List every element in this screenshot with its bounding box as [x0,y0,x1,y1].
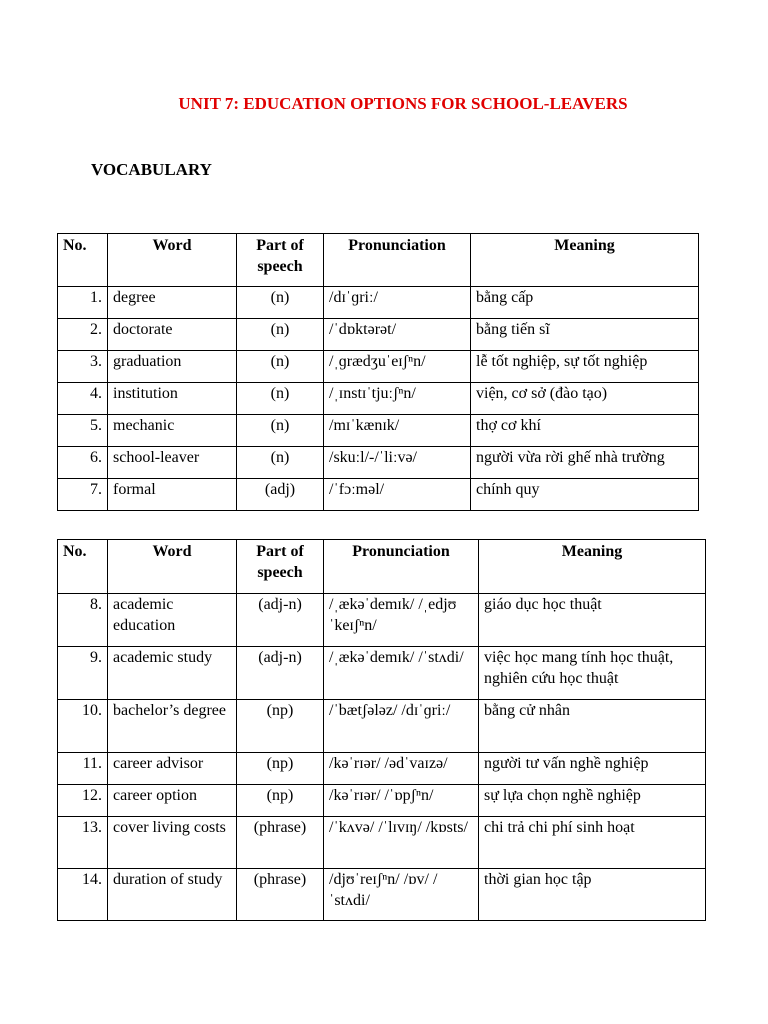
cell-meaning: thời gian học tập [479,869,706,921]
cell-pronunciation: /ˈkʌvə/ /ˈlɪvɪŋ/ /kɒsts/ [324,817,479,869]
cell-word: career advisor [108,753,237,785]
cell-word: academic study [108,647,237,700]
table-row [58,447,699,479]
cell-part-of-speech: (n) [237,351,324,383]
cell-word: career option [108,785,237,817]
cell-word: institution [108,383,237,415]
cell-no: 4. [58,383,108,415]
table-row [58,785,706,817]
cell-no: 12. [58,785,108,817]
cell-part-of-speech: (phrase) [237,869,324,921]
cell-meaning: lễ tốt nghiệp, sự tốt nghiệp [471,351,699,383]
cell-no: 11. [58,753,108,785]
cell-pronunciation: /ˌɡrædʒuˈeɪʃⁿn/ [324,351,471,383]
cell-word: degree [108,287,237,319]
cell-pronunciation: /ˈdɒktərət/ [324,319,471,351]
cell-part-of-speech: (adj-n) [237,647,324,700]
cell-meaning: người vừa rời ghế nhà trường [471,447,699,479]
header-part-of-speech: Part of speech [237,234,324,287]
cell-part-of-speech: (phrase) [237,817,324,869]
cell-word: school-leaver [108,447,237,479]
cell-part-of-speech: (n) [237,287,324,319]
header-part-of-speech: Part of speech [237,540,324,594]
cell-part-of-speech: (np) [237,785,324,817]
cell-pronunciation: /kəˈrɪər/ /ədˈvaɪzə/ [324,753,479,785]
cell-pronunciation: /ˌɪnstɪˈtjuːʃⁿn/ [324,383,471,415]
cell-part-of-speech: (adj) [237,479,324,511]
table-row [58,869,706,921]
header-word: Word [108,234,237,287]
table-row [58,319,699,351]
cell-word: doctorate [108,319,237,351]
table-header-row [58,234,699,287]
header-meaning: Meaning [479,540,706,594]
cell-no: 1. [58,287,108,319]
table-row [58,700,706,753]
header-word: Word [108,540,237,594]
table-row [58,753,706,785]
header-no: No. [58,234,108,287]
vocabulary-table-1 [57,233,699,511]
page-title: UNIT 7: EDUCATION OPTIONS FOR SCHOOL-LEAVERS [178,94,628,113]
cell-pronunciation: /kəˈrɪər/ /ˈɒpʃⁿn/ [324,785,479,817]
header-meaning: Meaning [471,234,699,287]
section-heading: VOCABULARY [91,160,212,179]
cell-pronunciation: /ˈbætʃələz/ /dɪˈɡriː/ [324,700,479,753]
cell-pronunciation: /skuːl/-/ˈliːvə/ [324,447,471,479]
cell-no: 14. [58,869,108,921]
cell-word: duration of study [108,869,237,921]
header-pronunciation: Pronunciation [324,540,479,594]
vocabulary-table-2 [57,539,706,921]
cell-no: 8. [58,594,108,647]
cell-meaning: người tư vấn nghề nghiệp [479,753,706,785]
cell-no: 10. [58,700,108,753]
cell-pronunciation: /ˈfɔːməl/ [324,479,471,511]
cell-no: 9. [58,647,108,700]
cell-meaning: bằng cấp [471,287,699,319]
cell-no: 6. [58,447,108,479]
cell-part-of-speech: (n) [237,319,324,351]
cell-no: 2. [58,319,108,351]
cell-word: graduation [108,351,237,383]
cell-meaning: bằng tiến sĩ [471,319,699,351]
cell-meaning: sự lựa chọn nghề nghiệp [479,785,706,817]
table-row [58,383,699,415]
table-row [58,647,706,700]
header-pronunciation: Pronunciation [324,234,471,287]
cell-word: academic education [108,594,237,647]
table-header-row [58,540,706,594]
cell-word: formal [108,479,237,511]
table-row [58,479,699,511]
cell-pronunciation: /ˌækəˈdemɪk/ /ˌedjʊˈkeɪʃⁿn/ [324,594,479,647]
cell-no: 3. [58,351,108,383]
cell-pronunciation: /ˌækəˈdemɪk/ /ˈstʌdi/ [324,647,479,700]
cell-no: 13. [58,817,108,869]
cell-part-of-speech: (np) [237,753,324,785]
cell-part-of-speech: (adj-n) [237,594,324,647]
cell-word: bachelor’s degree [108,700,237,753]
cell-pronunciation: /mɪˈkænɪk/ [324,415,471,447]
cell-pronunciation: /dɪˈɡriː/ [324,287,471,319]
cell-meaning: giáo dục học thuật [479,594,706,647]
cell-meaning: chính quy [471,479,699,511]
cell-part-of-speech: (n) [237,447,324,479]
cell-part-of-speech: (n) [237,383,324,415]
cell-part-of-speech: (n) [237,415,324,447]
header-no: No. [58,540,108,594]
table-row [58,415,699,447]
table-row [58,594,706,647]
cell-word: mechanic [108,415,237,447]
cell-meaning: chi trả chi phí sinh hoạt [479,817,706,869]
cell-meaning: việc học mang tính học thuật, nghiên cứu học thuật [479,647,706,700]
cell-meaning: viện, cơ sở (đào tạo) [471,383,699,415]
cell-word: cover living costs [108,817,237,869]
cell-pronunciation: /djʊˈreɪʃⁿn/ /ɒv/ /ˈstʌdi/ [324,869,479,921]
cell-meaning: bằng cử nhân [479,700,706,753]
cell-no: 7. [58,479,108,511]
cell-meaning: thợ cơ khí [471,415,699,447]
cell-no: 5. [58,415,108,447]
table-row [58,287,699,319]
table-row [58,351,699,383]
table-row [58,817,706,869]
cell-part-of-speech: (np) [237,700,324,753]
